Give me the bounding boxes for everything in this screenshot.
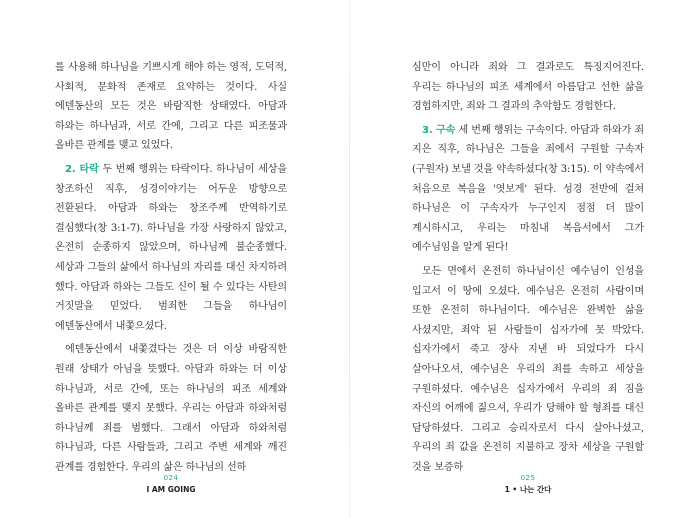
left-paragraph-2 (55, 160, 287, 336)
right-paragraph-2 (412, 121, 644, 258)
right-running-head: 1 • 나는 간다 (504, 485, 552, 494)
left-paragraph-3: 에덴동산에서 내쫓겼다는 것은 더 이상 바람직한 원래 상태가 아님을 뜻했다. 아담과 하와는 더 이상 하나님과, 서로 간에, 또는 하나님의 피조 세계와 올바른 관계를 맺지 못했다. 우리는 아담과 하와처럼 하나님께 죄를 범했다. 그래서 아담과 하와처럼 하나님과, 다른 사람들과, 그리고 주변 세계와 깨진 관계를 경험한다. 우리의 삶은 하나님의 선하 (55, 344, 287, 473)
section-heading-redemption: 3. 구속 (422, 124, 456, 136)
right-page-number: 025 (520, 474, 536, 482)
right-footer (412, 474, 644, 495)
left-page-body (55, 58, 287, 481)
section-heading-fall: 2. 타락 (65, 163, 99, 175)
left-paragraph-1: 를 사용해 하나님을 기쁘시게 해야 하는 영적, 도덕적, 사회적, 문화적 존재로 요약하는 것이다. 사실 에덴동산의 모든 것은 바람직한 상태였다. 아담과 하와는 하나님과, 서로 간에, 그리고 다른 피조물과 올바른 관계를 맺고 있었다. (55, 62, 287, 152)
left-running-head: I AM GOING (146, 485, 196, 494)
left-paragraph-2-text: 두 번째 행위는 타락이다. 하나님이 세상을 창조하신 직후, 성경이야기는 어두운 방향으로 전환된다. 아담과 하와는 창조주께 반역하기로 결심했다(창 3:1-7). 하나님을 가장 사랑하지 않았고, 온전히 순종하지 않았으며, 하나님께 불순종했다. 세상과 그들의 삶에서 하나님의 자리를 대신 차지하려 했다. 아담과 하와는 그들도 신이 될 수 있다는 사탄의 거짓말을 믿었다. 범죄한 그들을 하나님이 에덴동산에서 내쫓으셨다. (55, 163, 288, 332)
left-page-number: 024 (163, 474, 179, 482)
right-page-body (412, 58, 644, 481)
left-footer (55, 474, 287, 495)
right-paragraph-2-text: 세 번째 행위는 구속이다. 아담과 하와가 죄 지은 직후, 하나님은 그들을 죄에서 구원할 구속자(구원자) 보낼 것을 약속하셨다(창 3:15). 이 약속에서 처음으로 복음을 '엿보게' 된다. 성경 전반에 걸쳐 하나님은 이 구속자가 누구인지 점점 더 많이 계시하시고, 우리는 마침내 복음서에서 그가 예수님임을 알게 된다! (412, 124, 645, 254)
right-paragraph-3: 모든 면에서 온전히 하나님이신 예수님이 인성을 입고서 이 땅에 오셨다. 예수님은 온전히 사람이며 또한 온전히 하나님이다. 예수님은 완벽한 삶을 사셨지만, 죄악 된 사람들이 십자가에 못 박았다. 십자가에서 죽고 장사 지낸 바 되었다가 다시 살아나오셔, 예수님은 우리의 죄를 속하고 세상을 구원하셨다. 예수님은 십자가에서 우리의 죄 짐을 자신의 어깨에 짊으셔, 우리가 당해야 할 형죄를 대신 담당하셨다. 그리고 승리자로서 다시 살아나셨고, 우리의 죄 값을 온전히 지불하고 장차 세상을 구원할 것을 보증하 (412, 265, 644, 473)
right-page (350, 0, 700, 518)
right-paragraph-1: 심만이 아니라 죄와 그 결과로도 특징지어진다. 우리는 하나님의 피조 세계에서 아름답고 선한 삶을 경험하지만, 죄와 그 결과의 추악함도 경험한다. (412, 62, 644, 113)
